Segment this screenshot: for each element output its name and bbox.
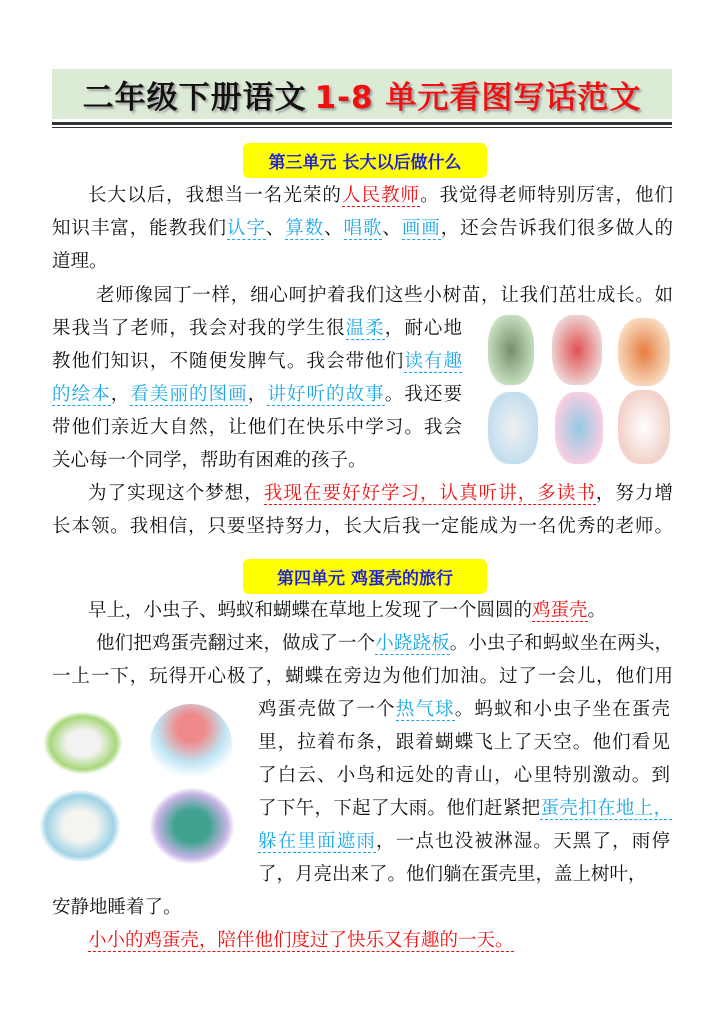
- text-line: [52, 510, 673, 543]
- text-line: [258, 858, 647, 891]
- text-segment: 了白云、小鸟和远处的青山，心里特别激动。到: [258, 765, 670, 786]
- text-segment: 安静地睡着了。: [52, 897, 182, 918]
- highlight-blue-text: 温柔: [345, 318, 385, 339]
- text-segment: 里，拉着布条，跟着蝴蝶飞上了天空。他们看见: [258, 732, 670, 753]
- nurse-illustration: [555, 392, 603, 464]
- scientist-illustration: [488, 392, 538, 464]
- text-segment: 早上，小虫子、蚂蚁和蝴蝶在草地上发现了一个圆圆的: [88, 600, 533, 621]
- text-line: [52, 245, 108, 278]
- text-line: [258, 792, 672, 825]
- text-segment: 一上一下，玩得开心极了，蝴蝶在旁边为他们加油。过了一会儿，他们用: [52, 666, 673, 687]
- text-segment: 长大以后，我想当一名光荣的: [88, 185, 342, 206]
- text-segment: 果我当了老师，我会对我的学生很: [52, 318, 346, 339]
- highlight-blue-text: 唱歌: [343, 218, 383, 239]
- text-line: [88, 477, 673, 510]
- text-line: [52, 345, 462, 378]
- text-segment: ，: [110, 384, 131, 405]
- highlight-blue-text: 小跷跷板: [375, 633, 450, 654]
- text-segment: 。蚂蚁和小虫子坐在蛋壳: [454, 699, 670, 720]
- text-line: [52, 312, 462, 345]
- night-sleep-illustration: [150, 788, 234, 864]
- text-segment: 。我觉得老师特别厉害，他们: [420, 185, 673, 206]
- highlight-blue-text: 热气球: [395, 699, 455, 720]
- text-line: [52, 660, 673, 693]
- text-segment: 长本领。我相信，只要坚持努力，长大后我一定能成为一名优秀的老师。: [52, 516, 673, 537]
- text-line: [52, 891, 182, 924]
- highlight-blue-text: 算数: [285, 218, 325, 239]
- text-segment: 、: [265, 218, 286, 239]
- text-segment: 。: [587, 600, 607, 621]
- highlight-blue-text: 躲在里面遮雨: [258, 831, 377, 852]
- text-line: [258, 726, 670, 759]
- text-line: [52, 378, 462, 411]
- highlight-red-text: 小小的鸡蛋壳，陪伴他们度过了快乐又有趣的一天。: [88, 930, 514, 951]
- text-segment: ，耐心地: [384, 318, 462, 339]
- text-segment: 。我还要: [384, 384, 462, 405]
- text-segment: 了，月亮出来了。他们躺在蛋壳里，盖上树叶，: [258, 864, 647, 885]
- teacher-illustration: [552, 315, 602, 385]
- rain-shelter-illustration: [40, 790, 120, 862]
- section-heading-unit4: 第四单元 鸡蛋壳的旅行: [243, 559, 487, 594]
- text-segment: 他们把鸡蛋壳翻过来，做成了一个: [96, 633, 376, 654]
- text-segment: 。小虫子和蚂蚁坐在两头，: [449, 633, 673, 654]
- text-line: [96, 627, 673, 660]
- highlight-blue-text: 的绘本: [52, 384, 111, 405]
- text-line: [52, 444, 367, 477]
- text-segment: 为了实现这个梦想，: [88, 483, 264, 504]
- text-line: [52, 212, 673, 245]
- text-segment: 、: [382, 218, 402, 239]
- text-line: [258, 693, 670, 726]
- text-segment: ，还会告诉我们很多做人的: [440, 218, 673, 239]
- text-line: [258, 759, 670, 792]
- text-segment: 关心每一个同学，帮助有困难的孩子。: [52, 450, 367, 471]
- text-segment: 道理。: [52, 251, 108, 272]
- text-segment: 知识丰富，能教我们: [52, 218, 227, 239]
- title-red-part: 1-8 单元看图写话范文: [314, 79, 642, 116]
- highlight-blue-text: 认字: [226, 218, 266, 239]
- text-line: [96, 279, 673, 312]
- seesaw-illustration: [44, 712, 122, 774]
- text-segment: ，努力增: [595, 483, 673, 504]
- text-line: [52, 411, 462, 444]
- text-segment: 、: [324, 218, 344, 239]
- text-line: [88, 924, 514, 957]
- highlight-red-text: 鸡蛋壳: [532, 600, 588, 621]
- text-segment: 老师像园丁一样，细心呵护着我们这些小树苗，让我们茁壮成长。如: [96, 285, 673, 306]
- text-segment: ，一点也没被淋湿。天黑了，雨停: [376, 831, 670, 852]
- highlight-blue-text: 画画: [401, 218, 441, 239]
- text-segment: 了下午，下起了大雨。他们赶紧把: [258, 798, 541, 819]
- highlight-red-text: 我现在要好好学习，认真听讲，多读书: [263, 483, 596, 504]
- text-line: [88, 179, 673, 212]
- text-segment: 鸡蛋壳做了一个: [258, 699, 396, 720]
- balloon-illustration: [150, 704, 232, 784]
- text-line: [88, 594, 606, 627]
- highlight-blue-text: 读有趣: [404, 351, 462, 372]
- title-black-part: 二年级下册语文: [82, 79, 307, 116]
- highlight-blue-text: 看美丽的图画: [130, 384, 248, 405]
- chef-illustration: [618, 390, 670, 464]
- document-title: [52, 69, 672, 119]
- firefighter-illustration: [618, 318, 670, 386]
- title-divider-thin: [52, 127, 672, 128]
- text-segment: ，: [247, 384, 268, 405]
- text-segment: 带他们亲近大自然，让他们在快乐中学习。我会: [52, 417, 462, 438]
- highlight-red-text: 人民教师: [341, 185, 421, 206]
- highlight-blue-text: 蛋壳扣在地上，: [540, 798, 672, 819]
- soldier-illustration: [488, 315, 534, 385]
- highlight-blue-text: 讲好听的故事: [267, 384, 385, 405]
- text-line: [258, 825, 670, 858]
- section-heading-unit3: 第三单元 长大以后做什么: [243, 143, 487, 178]
- text-segment: 教他们知识，不随便发脾气。我会带他们: [52, 351, 405, 372]
- title-divider: [52, 122, 672, 125]
